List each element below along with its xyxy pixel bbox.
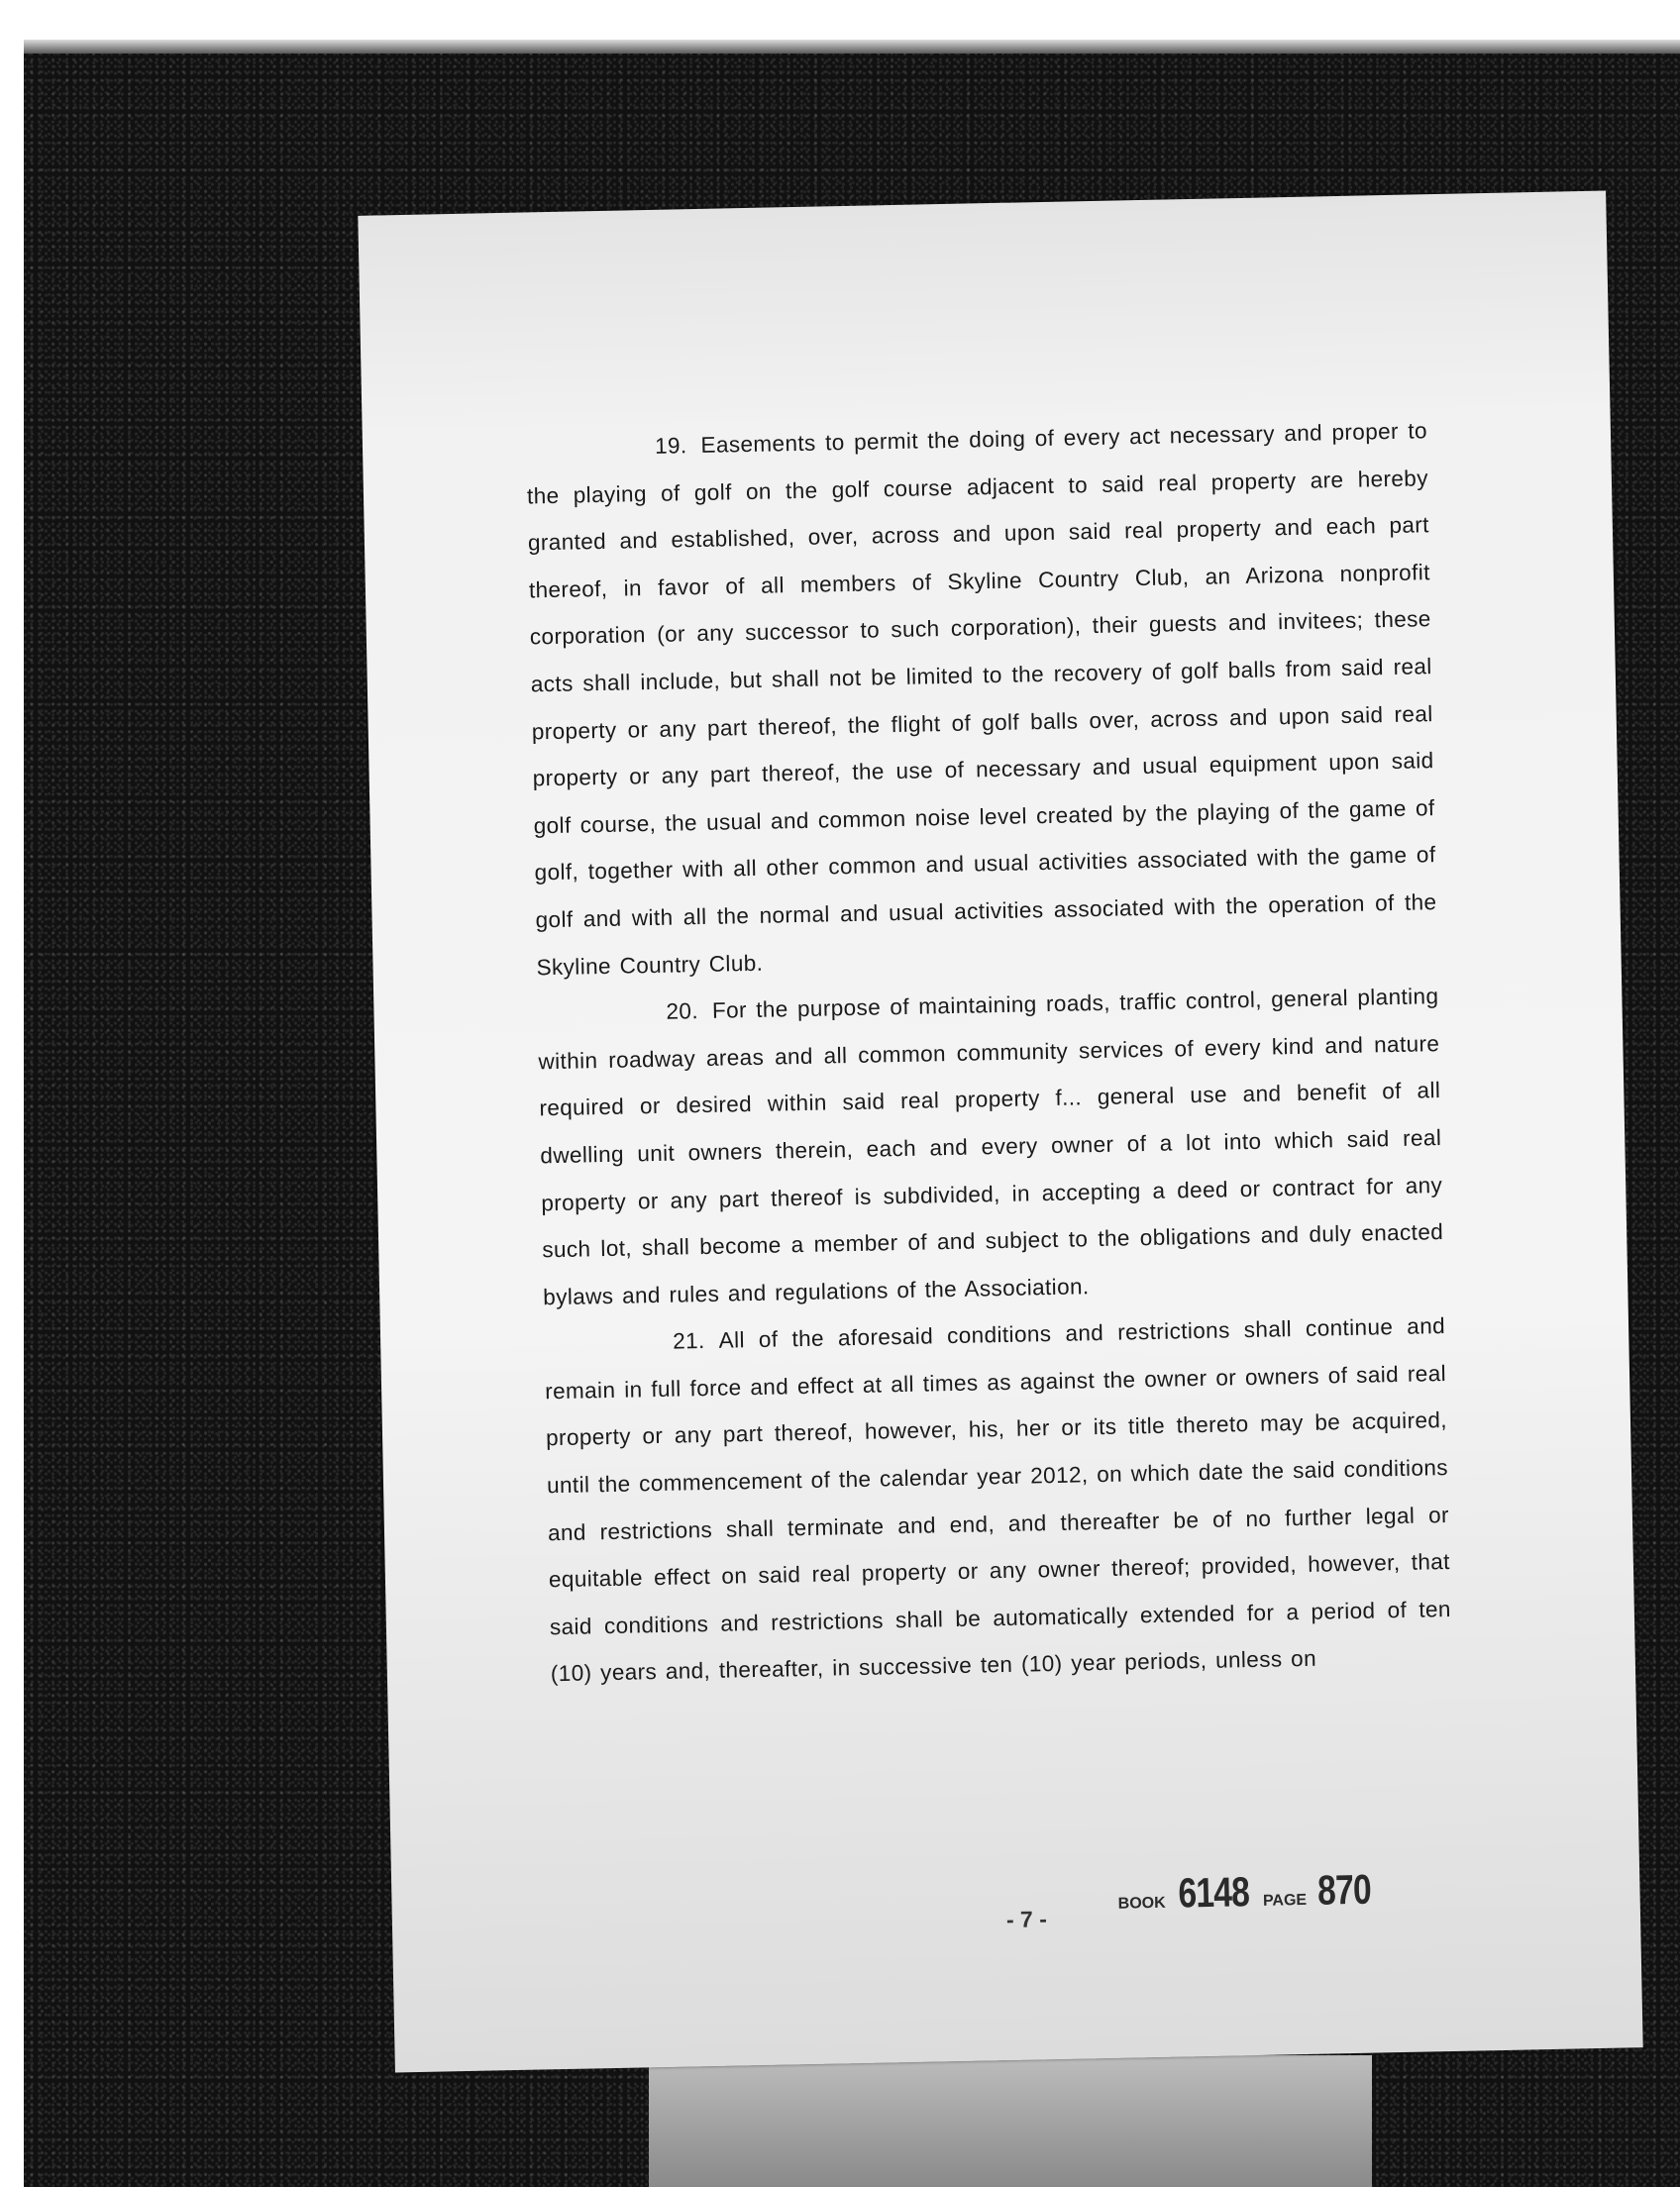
page-body xyxy=(526,407,1453,1698)
paragraph-text: Easements to permit the doing of every act necessary and proper to the playing of golf on the golf course adjacent to said real property are hereby granted and established, over, across and upon said real property and each part thereof, in favor of all members of Skyline Country Club, an Arizona nonprofit corporation (or any successor to such corporation), their guests and invitees; these acts shall include, but shall not be limited to the recovery of golf balls from said real property or any part thereof, the flight of golf balls over, across and upon said real property or any part thereof, the use of necessary and usual equipment upon said golf course, the usual and common noise level created by the playing of the game of golf, together with all other common and usual activities associated with the game of golf and with all the normal and usual activities associated with the operation of the Skyline Country Club. xyxy=(526,418,1437,980)
recording-stamp xyxy=(1117,1866,1378,1919)
page-label: PAGE xyxy=(1262,1891,1308,1910)
paragraph-text: For the purpose of maintaining roads, traffic control, general planting within roadway areas and all common community services of every kind and nature required or desired within said real property f... general use and benefit of all dwelling unit owners therein, each and every owner of a lot into which said real property or any part thereof is subdivided, in accepting a deed or contract for any such lot, shall become a member of and subject to the obligations and duly enacted bylaws and rules and regulations of the Association. xyxy=(538,984,1444,1309)
underlying-page-tab xyxy=(649,2055,1372,2187)
paragraph-number: 21. xyxy=(672,1328,705,1354)
paragraph-21 xyxy=(544,1302,1452,1698)
paragraph-number: 19. xyxy=(654,433,687,459)
scan-margin xyxy=(0,44,24,2187)
paragraph-number: 20. xyxy=(666,998,699,1024)
paragraph-text: All of the aforesaid conditions and restrictions shall continue and remain in full force and effect at all times as against the owner or owners of said real property or any part thereof, however, his, her or its title thereto may be acquired, until the commencement of the calendar year 2012, on which date the said conditions and restrictions shall terminate and end, and thereafter be of no further legal or equitable effect on said real property or any owner thereof; provided, however, that said conditions and restrictions shall be automatically extended for a period of ten (10) years and, thereafter, in successive ten (10) year periods, unless on xyxy=(544,1313,1452,1687)
book-label: BOOK xyxy=(1117,1894,1166,1913)
recording-page-number: 870 xyxy=(1316,1865,1372,1914)
page-number: - 7 - xyxy=(1005,1906,1048,1933)
book-number: 6148 xyxy=(1178,1868,1250,1917)
document-page xyxy=(358,191,1642,2073)
paragraph-20 xyxy=(537,973,1445,1320)
paragraph-19 xyxy=(526,407,1438,990)
top-edge-strip xyxy=(24,40,1680,53)
